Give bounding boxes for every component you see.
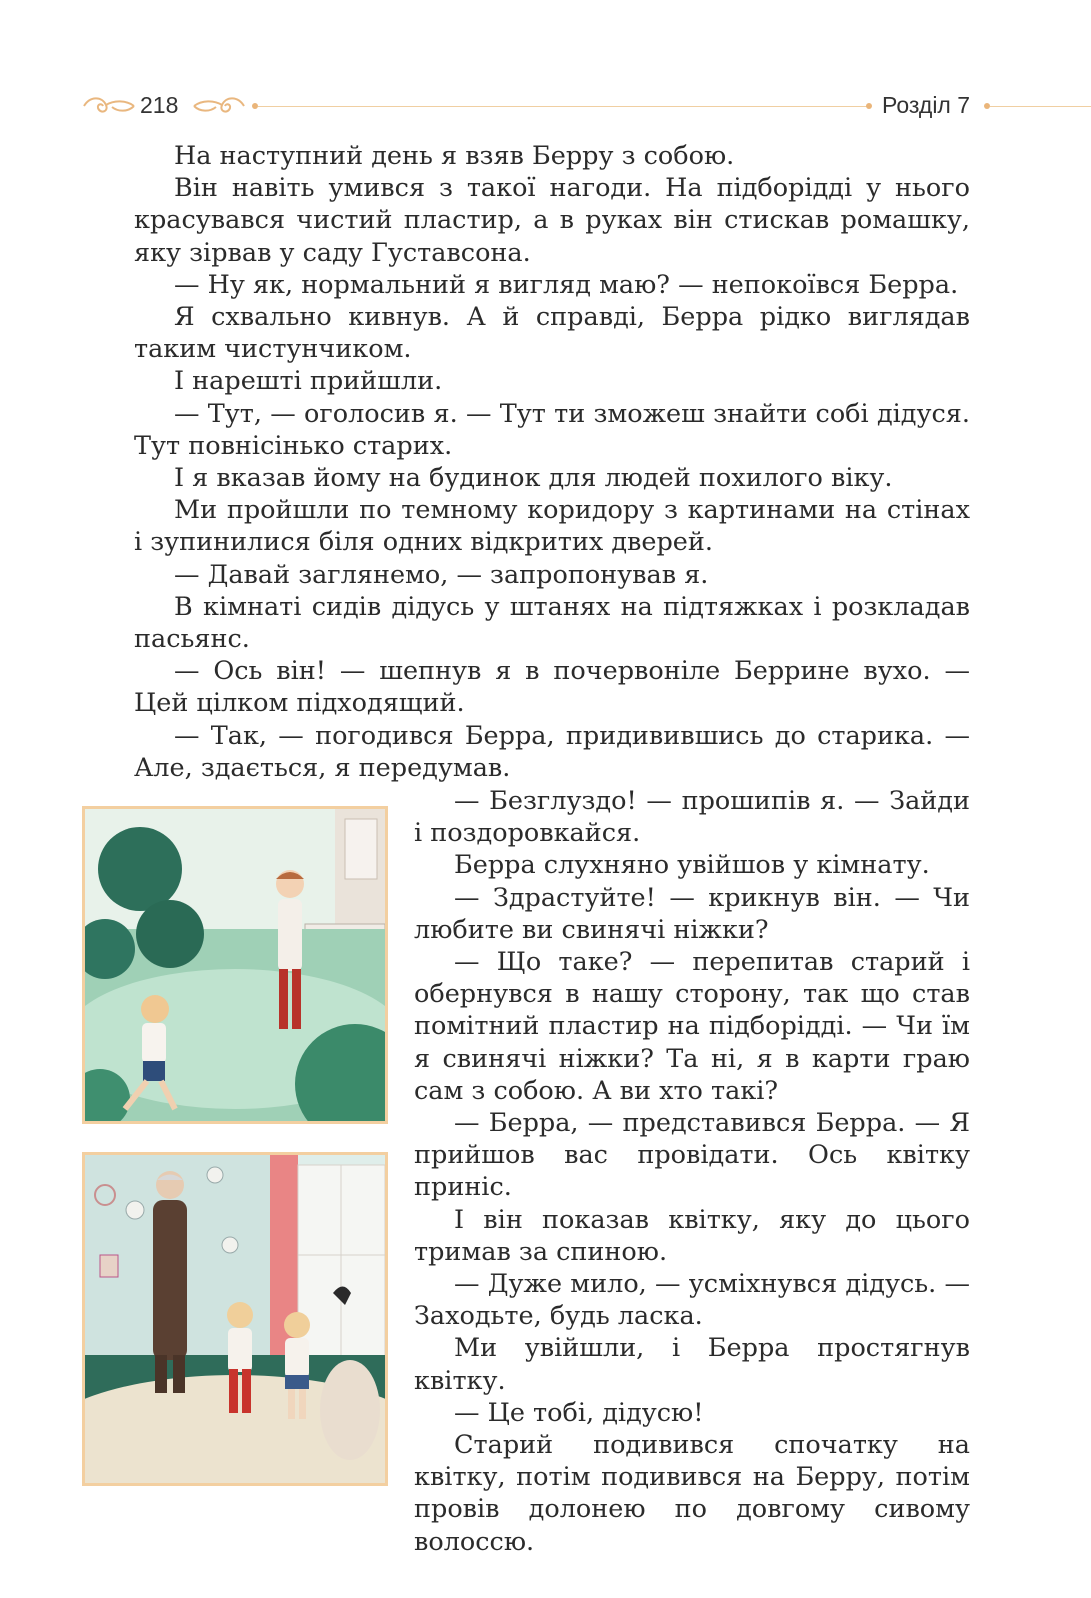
paragraph: Він навіть умився з такої нагоди. На підборідді у нього красувався чистий пластир, а в руках він стискав ромашку, яку зірвав у саду Густавсона.	[134, 173, 970, 268]
paragraph: Я схвально кивнув. А й справді, Берра рідко виглядав таким чистунчиком.	[134, 302, 970, 365]
paragraph: Старий подивився спочатку на квітку, потім подивився на Берру, потім провів долонею по довгому сивому волоссю.	[414, 1430, 970, 1557]
illustration-garden	[82, 806, 388, 1124]
paragraph: — Ну як, нормальний я вигляд маю? — непокоївся Берра.	[174, 269, 959, 300]
paragraph: — Берра, — представився Берра. — Я прийшов вас провідати. Ось квітку приніс.	[414, 1108, 970, 1203]
paragraph: — Ось він! — шепнув я в почервоніле Беррине вухо. — Цей цілком підходящий.	[134, 656, 970, 719]
paragraph: Ми увійшли, і Берра простягнув квітку.	[414, 1333, 970, 1396]
paragraph: В кімнаті сидів дідусь у штанях на підтяжках і розкладав пасьянс.	[134, 591, 970, 655]
swirl-ornament-icon	[192, 94, 246, 116]
swirl-ornament-icon	[82, 94, 136, 116]
header-rule	[258, 106, 868, 107]
paragraph: — Тут, — оголосив я. — Тут ти зможеш знайти собі дідуся. Тут повнісінько старих.	[134, 398, 970, 461]
paragraph: Ми пройшли по темному коридору з картинами на стінах і зупинилися біля одних відкритих дверей.	[134, 495, 970, 558]
illustration-room	[82, 1152, 388, 1486]
paragraph: Берра слухняно увійшов у кімнату.	[454, 850, 930, 881]
paragraph: — Дуже мило, — усміхнувся дідусь. — Заходьте, будь ласка.	[414, 1269, 970, 1332]
paragraph: — Це тобі, дідусю!	[454, 1397, 704, 1428]
rule-dot	[866, 103, 872, 109]
paragraph: — Так, — погодився Берра, придивившись до старика. — Але, здається, я передумав.	[134, 720, 970, 783]
paragraph: І нарешті прийшли.	[174, 366, 443, 397]
page-header	[0, 86, 1091, 126]
paragraph: І я вказав йому на будинок для людей похилого віку.	[174, 463, 893, 494]
body-text-side	[414, 785, 970, 1558]
paragraph: На наступний день я взяв Берру з собою.	[174, 141, 735, 171]
paragraph: — Здрастуйте! — крикнув він. — Чи любите ви свинячі ніжки?	[414, 882, 970, 945]
body-text-top	[134, 140, 970, 784]
paragraph: — Безглуздо! — прошипів я. — Зайди і поздоровкайся.	[414, 786, 970, 849]
header-rule	[990, 106, 1091, 107]
paragraph: — Що таке? — перепитав старий і обернувся в нашу сторону, так що став помітний пластир на підборідді. — Чи їм я свинячі ніжки? Та ні, я в карти граю сам з собою. А ви хто такі?	[414, 947, 970, 1106]
page-number: 218	[140, 92, 179, 118]
paragraph: І він показав квітку, яку до цього тримав за спиною.	[414, 1204, 970, 1267]
paragraph: — Давай заглянемо, — запропонував я.	[174, 559, 709, 590]
chapter-title: Розділ 7	[882, 92, 971, 118]
